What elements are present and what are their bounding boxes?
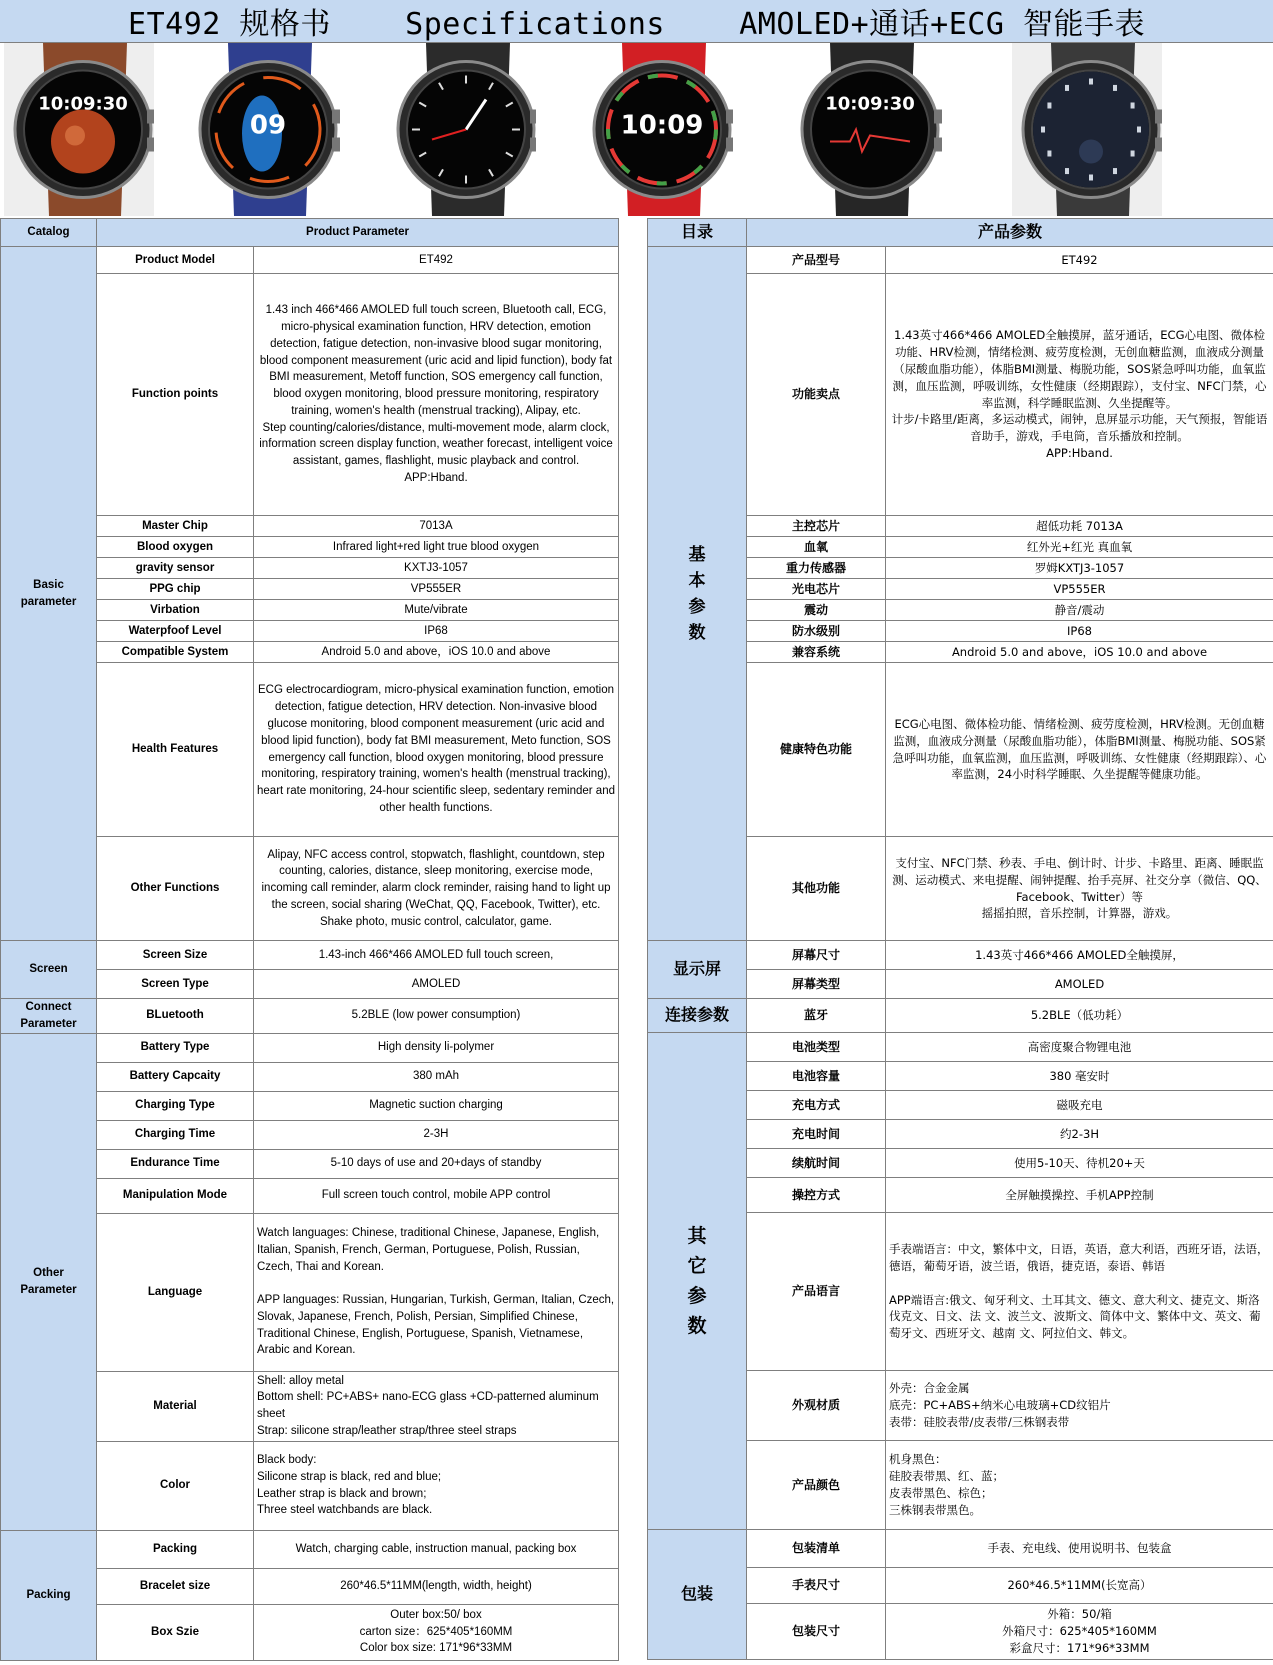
label-health-features-zh: 健康特色功能: [747, 663, 886, 837]
label-gravity-sensor-zh: 重力传感器: [747, 558, 886, 579]
value-health-features: ECG electrocardiogram, micro-physical examination function, emotion detection, fatigue detection, HRV detection. Non-invasive blood glucose monitoring, blood component measurement (uric acid and blood lipid function), body fat BMI measurement, Meto function, SOS emergency call function, blood oxygen monitoring, blood pressure monitoring, respiratory training, women's health (menstrual tracking), heart rate monitoring, 24-hour scientific sleep, sedentary reminder and other health functions.: [254, 663, 619, 837]
value-ppg-chip: VP555ER: [254, 579, 619, 600]
group-screen-zh: 显示屏: [648, 941, 747, 999]
parameter-header-zh: 产品参数: [747, 219, 1273, 247]
parameter-header: Product Parameter: [97, 219, 619, 247]
label-gravity-sensor: gravity sensor: [97, 558, 254, 579]
value-vibration-zh: 静音/震动: [886, 600, 1273, 621]
value-screen-size-zh: 1.43英寸466*466 AMOLED全触摸屏，: [886, 941, 1273, 970]
value-endurance-time-zh: 使用5-10天、待机20+天: [886, 1149, 1273, 1178]
label-health-features: Health Features: [97, 663, 254, 837]
group-other-parameter-zh: 其 它 参 数: [648, 1033, 747, 1530]
label-material-zh: 外观材质: [747, 1371, 886, 1441]
label-ppg-chip: PPG chip: [97, 579, 254, 600]
value-screen-size: 1.43-inch 466*466 AMOLED full touch screen,: [254, 941, 619, 970]
value-master-chip: 7013A: [254, 516, 619, 537]
watch-face-time: 09: [249, 110, 287, 141]
label-color: Color: [97, 1441, 254, 1530]
label-manipulation-mode-zh: 操控方式: [747, 1178, 886, 1213]
watch-face-time: 10:09:30: [825, 93, 915, 115]
value-screen-type-zh: AMOLED: [886, 970, 1273, 999]
value-charging-type: Magnetic suction charging: [254, 1091, 619, 1120]
watch-face-time: 10:09: [620, 110, 704, 141]
label-function-points: Function points: [97, 274, 254, 516]
value-product-model-zh: ET492: [886, 247, 1273, 274]
label-bracelet-size-zh: 手表尺寸: [747, 1568, 886, 1604]
value-color-zh: 机身黑色： 硅胶表带黑、红、蓝； 皮表带黑色、棕色； 三株钢表带黑色。: [886, 1441, 1273, 1530]
group-other-parameter: Other Parameter: [1, 1033, 97, 1530]
label-manipulation-mode: Manipulation Mode: [97, 1178, 254, 1213]
document-title: ET492 规格书 Specifications AMOLED+通话+ECG 智能手表: [0, 0, 1273, 43]
label-box-size-zh: 包装尺寸: [747, 1604, 886, 1660]
group-connect-parameter: Connect Parameter: [1, 999, 97, 1034]
label-master-chip: Master Chip: [97, 516, 254, 537]
label-packing-zh: 包装清单: [747, 1530, 886, 1568]
label-screen-size-zh: 屏幕尺寸: [747, 941, 886, 970]
watch-black-ecg-photo: [790, 43, 942, 216]
value-blood-oxygen-zh: 红外光+红光 真血氧: [886, 537, 1273, 558]
watch-face-time: 10:09:30: [38, 93, 128, 115]
catalog-header-zh: 目录: [648, 219, 747, 247]
value-bracelet-size-zh: 260*46.5*11MM(长宽高）: [886, 1568, 1273, 1604]
value-color: Black body: Silicone strap is black, red and blue; Leather strap is black and brown; Three steel watchbands are black.: [254, 1441, 619, 1530]
value-product-model: ET492: [254, 247, 619, 274]
value-other-functions-zh: 支付宝、NFC门禁、秒表、手电、倒计时、计步、卡路里、距离、睡眠监测、运动模式、来电提醒、闹钟提醒、抬手亮屏、社交分享（微信、QQ、Facebook、Twitter）等 摇摇拍照，音乐控制，计算器，游戏。: [886, 837, 1273, 941]
group-connect-parameter-zh: 连接参数: [648, 999, 747, 1033]
value-waterproof-level: IP68: [254, 621, 619, 642]
label-waterproof-level-zh: 防水级别: [747, 621, 886, 642]
value-bluetooth: 5.2BLE (low power consumption): [254, 999, 619, 1034]
label-language: Language: [97, 1213, 254, 1371]
value-battery-capacity-zh: 380 毫安时: [886, 1062, 1273, 1091]
label-language-zh: 产品语言: [747, 1213, 886, 1371]
label-blood-oxygen-zh: 血氧: [747, 537, 886, 558]
label-product-model-zh: 产品型号: [747, 247, 886, 274]
watch-red-silicone-photo: [583, 43, 733, 216]
value-ppg-chip-zh: VP555ER: [886, 579, 1273, 600]
label-charging-time: Charging Time: [97, 1120, 254, 1149]
spec-table-chinese: [647, 218, 1273, 1660]
value-battery-capacity: 380 mAh: [254, 1062, 619, 1091]
value-battery-type-zh: 高密度聚合物锂电池: [886, 1033, 1273, 1062]
label-color-zh: 产品颜色: [747, 1441, 886, 1530]
label-compatible-system: Compatible System: [97, 642, 254, 663]
value-packing-zh: 手表、充电线、使用说明书、包装盒: [886, 1530, 1273, 1568]
value-gravity-sensor-zh: 罗姆KXTJ3-1057: [886, 558, 1273, 579]
label-battery-capacity-zh: 电池容量: [747, 1062, 886, 1091]
value-language: Watch languages: Chinese, traditional Chinese, Japanese, English, Italian, Spanish, French, German, Portuguese, Polish, Russian, Czech, Thai and Korean. APP languages: Russian, Hungarian, Turkish, German, Italian, Czech, Slovak, Japanese, French, Polish, Persian, Simplified Chinese, Traditional Chinese, English, Portuguese, Spanish, Vietnamese, Arabic and Korean.: [254, 1213, 619, 1371]
watch-steel-band-photo: [1012, 43, 1162, 216]
label-battery-type: Battery Type: [97, 1033, 254, 1062]
value-language-zh: 手表端语言：中文，繁体中文，日语，英语，意大利语，西班牙语，法语，德语，葡萄牙语，波兰语，俄语，捷克语，泰语、韩语 APP端语言:俄文、匈牙利文、土耳其文、德文、意大利文、捷克文、斯洛伐克文、日文、法 文、波兰文、波斯文、简体中文、繁体中文、英文、葡萄牙文、西班牙文、越南 文、阿拉伯文、韩文。: [886, 1213, 1273, 1371]
label-box-size: Box Szie: [97, 1604, 254, 1660]
group-packing-zh: 包装: [648, 1530, 747, 1660]
label-packing: Packing: [97, 1530, 254, 1568]
value-material-zh: 外壳：合金金属 底壳：PC+ABS+纳米心电玻璃+CD纹铝片 表带：硅胶表带/皮表带/三株钢表带: [886, 1371, 1273, 1441]
label-vibration-zh: 震动: [747, 600, 886, 621]
label-waterproof-level: Waterpfoof Level: [97, 621, 254, 642]
label-endurance-time-zh: 续航时间: [747, 1149, 886, 1178]
value-charging-type-zh: 磁吸充电: [886, 1091, 1273, 1120]
label-screen-type: Screen Type: [97, 970, 254, 999]
label-other-functions: Other Functions: [97, 837, 254, 941]
label-screen-size: Screen Size: [97, 941, 254, 970]
value-screen-type: AMOLED: [254, 970, 619, 999]
label-charging-time-zh: 充电时间: [747, 1120, 886, 1149]
label-charging-type: Charging Type: [97, 1091, 254, 1120]
label-bluetooth: BLuetooth: [97, 999, 254, 1034]
label-charging-type-zh: 充电方式: [747, 1091, 886, 1120]
group-basic-parameter-zh: 基 本 参 数: [648, 247, 747, 941]
label-vibration: Virbation: [97, 600, 254, 621]
value-battery-type: High density li-polymer: [254, 1033, 619, 1062]
group-screen: Screen: [1, 941, 97, 999]
group-basic-parameter: Basic parameter: [1, 247, 97, 941]
value-waterproof-level-zh: IP68: [886, 621, 1273, 642]
label-endurance-time: Endurance Time: [97, 1149, 254, 1178]
label-compatible-system-zh: 兼容系统: [747, 642, 886, 663]
value-charging-time: 2-3H: [254, 1120, 619, 1149]
label-product-model: Product Model: [97, 247, 254, 274]
label-blood-oxygen: Blood oxygen: [97, 537, 254, 558]
value-function-points-zh: 1.43英寸466*466 AMOLED全触摸屏，蓝牙通话，ECG心电图、微体检功能、HRV检测，情绪检测、疲劳度检测，无创血糖监测，血液成分测量（尿酸血脂功能），体脂BMI测量、梅脱功能，SOS紧急呼叫功能，血氧监测，血压监测，呼吸训练，女性健康（经期跟踪），支付宝、NFC门禁，心率监测，科学睡眠监测、久坐提醒等。 计步/卡路里/距离，多运动模式，闹钟，息屏显示功能，天气预报，智能语音助手，游戏，手电筒，音乐播放和控制。 APP:Hband.: [886, 274, 1273, 516]
value-packing: Watch, charging cable, instruction manual, packing box: [254, 1530, 619, 1568]
value-bracelet-size: 260*46.5*11MM(length, width, height): [254, 1568, 619, 1604]
label-battery-type-zh: 电池类型: [747, 1033, 886, 1062]
value-master-chip-zh: 超低功耗 7013A: [886, 516, 1273, 537]
label-material: Material: [97, 1371, 254, 1441]
value-compatible-system-zh: Android 5.0 and above，iOS 10.0 and above: [886, 642, 1273, 663]
label-function-points-zh: 功能卖点: [747, 274, 886, 516]
value-charging-time-zh: 约2-3H: [886, 1120, 1273, 1149]
value-vibration: Mute/vibrate: [254, 600, 619, 621]
value-material: Shell: alloy metal Bottom shell: PC+ABS+ nano-ECG glass +CD-patterned aluminum sheet Strap: silicone strap/leather strap/three steel straps: [254, 1371, 619, 1441]
value-other-functions: Alipay, NFC access control, stopwatch, flashlight, countdown, step counting, calories, distance, sleep monitoring, exercise mode, incoming call reminder, alarm clock reminder, raising hand to light up the screen, social sharing (WeChat, QQ, Facebook, Twitter), etc. Shake photo, music control, calculator, game.: [254, 837, 619, 941]
group-packing: Packing: [1, 1530, 97, 1660]
watch-black-silicone-photo: [388, 43, 536, 216]
catalog-header: Catalog: [1, 219, 97, 247]
label-master-chip-zh: 主控芯片: [747, 516, 886, 537]
value-box-size-zh: 外箱：50/箱 外箱尺寸：625*405*160MM 彩盒尺寸：171*96*33MM: [886, 1604, 1273, 1660]
value-manipulation-mode: Full screen touch control, mobile APP control: [254, 1178, 619, 1213]
value-manipulation-mode-zh: 全屏触摸操控、手机APP控制: [886, 1178, 1273, 1213]
value-endurance-time: 5-10 days of use and 20+days of standby: [254, 1149, 619, 1178]
value-box-size: Outer box:50/ box carton size：625*405*160MM Color box size: 171*96*33MM: [254, 1604, 619, 1660]
watch-brown-leather-photo: [4, 43, 154, 216]
value-blood-oxygen: Infrared light+red light true blood oxygen: [254, 537, 619, 558]
label-other-functions-zh: 其他功能: [747, 837, 886, 941]
value-gravity-sensor: KXTJ3-1057: [254, 558, 619, 579]
label-screen-type-zh: 屏幕类型: [747, 970, 886, 999]
value-function-points: 1.43 inch 466*466 AMOLED full touch screen, Bluetooth call, ECG, micro-physical examination function, HRV detection, emotion detection, fatigue detection, non-invasive blood sugar monitoring, blood component measurement (uric acid and lipid function), body fat BMI measurement, Metoff function, SOS emergency call function, blood oxygen monitoring, blood pressure monitoring, respiratory training, women's health (menstrual tracking), Alipay, etc. Step counting/calories/distance, multi-movement mode, alarm clock, information screen display function, weather forecast, intelligent voice assistant, games, flashlight, music playback and control. APP:Hband.: [254, 274, 619, 516]
value-compatible-system: Android 5.0 and above，iOS 10.0 and above: [254, 642, 619, 663]
label-bracelet-size: Bracelet size: [97, 1568, 254, 1604]
product-photo-strip: [0, 43, 1273, 218]
value-health-features-zh: ECG心电图、微体检功能、情绪检测、疲劳度检测，HRV检测。无创血糖监测，血液成分测量（尿酸血脂功能），体脂BMI测量、梅脱功能、SOS紧急呼叫功能，血氧监测，血压监测，呼吸训练、女性健康（经期跟踪）、心率监测，24小时科学睡眠、久坐提醒等健康功能。: [886, 663, 1273, 837]
label-battery-capacity: Battery Capcaity: [97, 1062, 254, 1091]
watch-blue-silicone-photo: [188, 43, 340, 216]
label-bluetooth-zh: 蓝牙: [747, 999, 886, 1033]
label-ppg-chip-zh: 光电芯片: [747, 579, 886, 600]
value-bluetooth-zh: 5.2BLE（低功耗）: [886, 999, 1273, 1033]
spec-table-english: [0, 218, 619, 1661]
